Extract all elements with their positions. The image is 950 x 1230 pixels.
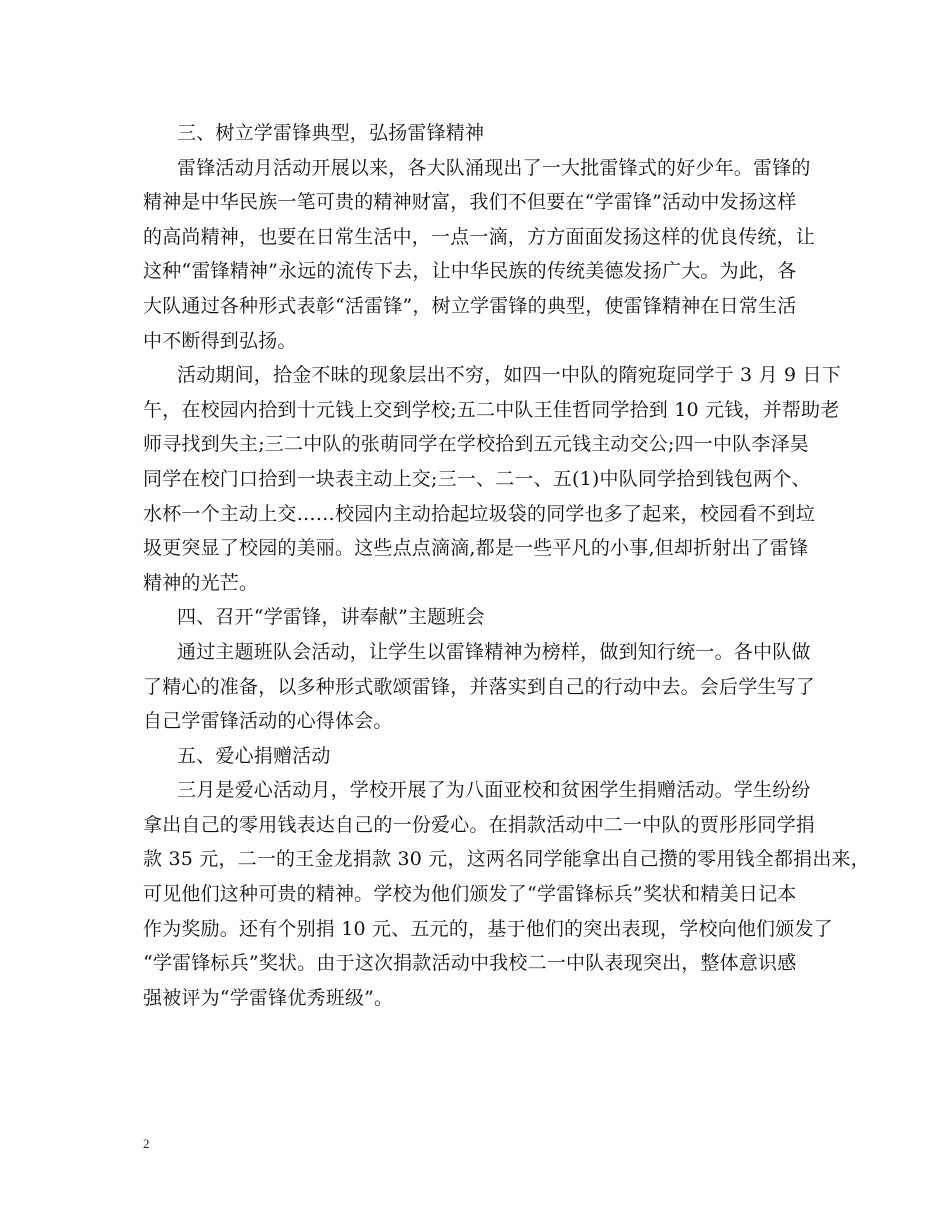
paragraph-line: 了精心的准备，以多种形式歌颂雷锋，并落实到自己的行动中去。会后学生写了 xyxy=(143,675,816,698)
paragraph-line: 精神是中华民族一笔可贵的精神财富，我们不但要在“学雷锋”活动中发扬这样 xyxy=(143,191,797,214)
paragraph-line: 三月是爱心活动月，学校开展了为八面亚校和贫困学生捐赠活动。学生纷纷 xyxy=(177,779,811,802)
paragraph-line: 中不断得到弘扬。 xyxy=(143,329,297,352)
section-heading-4: 四、召开“学雷锋，讲奉献”主题班会 xyxy=(177,606,485,629)
section-heading-3: 三、树立学雷锋典型，弘扬雷锋精神 xyxy=(177,122,485,144)
paragraph-line: 强被评为“学雷锋优秀班级”。 xyxy=(143,986,394,1009)
paragraph-line: 款 35 元，二一的王金龙捐款 30 元，这两名同学能拿出自己攒的零用钱全都捐出来， xyxy=(143,848,870,871)
paragraph-line: 雷锋活动月活动开展以来，各大队涌现出了一大批雷锋式的好少年。雷锋的 xyxy=(177,156,811,179)
paragraph-line: 活动期间，拾金不昧的现象层出不穷，如四一中队的隋宛琁同学于 3 月 9 日下 xyxy=(177,364,841,387)
paragraph-line: 这种“雷锋精神”永远的流传下去，让中华民族的传统美德发扬广大。为此，各 xyxy=(143,260,797,283)
paragraph-line: 师寻找到失主;三二中队的张萌同学在学校拾到五元钱主动交公;四一中队李泽昊 xyxy=(143,433,810,456)
paragraph-line: 的高尚精神，也要在日常生活中，一点一滴，方方面面发扬这样的优良传统，让 xyxy=(143,225,816,248)
paragraph-line: 拿出自己的零用钱表达自己的一份爱心。在捐款活动中二一中队的贾彤彤同学捐 xyxy=(143,813,816,836)
paragraph-line: 自己学雷锋活动的心得体会。 xyxy=(143,710,393,733)
paragraph-line: “学雷锋标兵”奖状。由于这次捐款活动中我校二一中队表现突出，整体意识感 xyxy=(143,952,797,975)
paragraph-line: 大队通过各种形式表彰“活雷锋”，树立学雷锋的典型，使雷锋精神在日常生活 xyxy=(143,294,797,317)
paragraph-line: 可见他们这种可贵的精神。学校为他们颁发了“学雷锋标兵”奖状和精美日记本 xyxy=(143,883,797,906)
paragraph-line: 作为奖励。还有个别捐 10 元、五元的，基于他们的突出表现，学校向他们颁发了 xyxy=(143,917,833,940)
page-number: 2 xyxy=(143,1136,150,1151)
paragraph-line: 圾更突显了校园的美丽。这些点点滴滴,都是一些平凡的小事,但却折射出了雷锋 xyxy=(143,537,809,560)
paragraph-line: 同学在校门口拾到一块表主动上交;三一、二一、五(1)中队同学拾到钱包两个、 xyxy=(143,467,811,490)
paragraph-line: 水杯一个主动上交……校园内主动拾起垃圾袋的同学也多了起来，校园看不到垃 xyxy=(143,502,816,525)
paragraph-line: 通过主题班队会活动，让学生以雷锋精神为榜样，做到知行统一。各中队做 xyxy=(177,640,811,663)
section-heading-5: 五、爱心捐赠活动 xyxy=(177,744,331,767)
paragraph-line: 午，在校园内拾到十元钱上交到学校;五二中队王佳哲同学拾到 10 元钱，并帮助老 xyxy=(143,398,840,421)
paragraph-line: 精神的光芒。 xyxy=(143,571,259,594)
document-body xyxy=(143,116,870,1015)
